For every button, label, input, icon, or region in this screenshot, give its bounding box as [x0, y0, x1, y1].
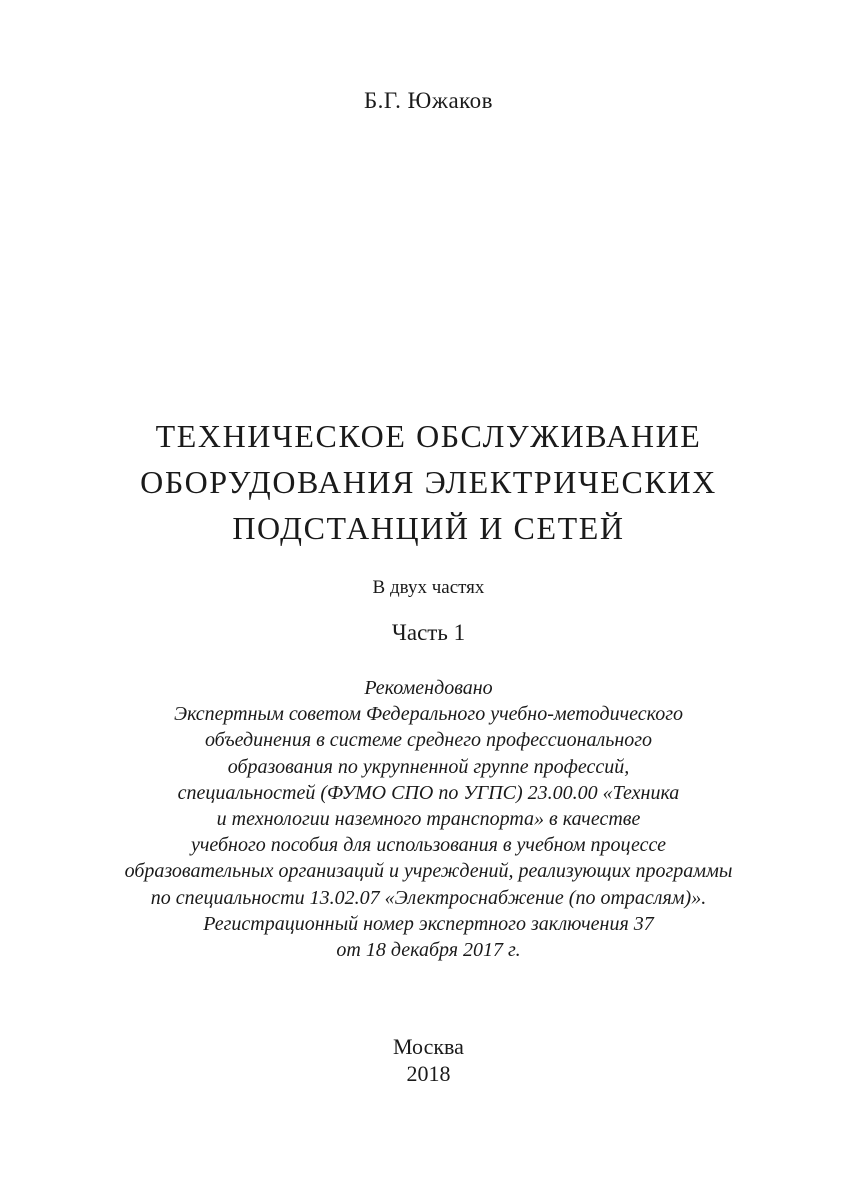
recommendation-line: образования по укрупненной группе профессий, — [227, 755, 630, 778]
publication-year: 2018 — [406, 1061, 451, 1086]
recommendation-line: специальностей (ФУМО СПО по УГПС) 23.00.00 «Техника — [177, 781, 680, 804]
recommendation-line: учебного пособия для использования в учебном процессе — [190, 834, 667, 857]
author-name: Б.Г. Южаков — [363, 88, 494, 113]
recommendation-block — [0, 675, 857, 963]
recommendation-line: Регистрационный номер экспертного заключения 37 — [203, 912, 654, 935]
title-line-3: ПОДСТАНЦИЙ И СЕТЕЙ — [232, 510, 625, 546]
recommendation-line: Рекомендовано — [364, 677, 493, 699]
book-title — [0, 413, 857, 551]
part-number: Часть 1 — [391, 620, 466, 645]
publication-city: Москва — [393, 1034, 464, 1059]
recommendation-line: объединения в системе среднего профессионального — [204, 729, 653, 752]
parts-note: В двух частях — [372, 577, 485, 598]
recommendation-line: от 18 декабря 2017 г. — [336, 939, 521, 962]
recommendation-line: и технологии наземного транспорта» в качестве — [216, 808, 641, 831]
title-line-2: ОБОРУДОВАНИЯ ЭЛЕКТРИЧЕСКИХ — [140, 464, 717, 500]
recommendation-line: по специальности 13.02.07 «Электроснабжение (по отраслям)». — [150, 886, 707, 909]
recommendation-line: Экспертным советом Федерального учебно-методического — [174, 703, 683, 726]
title-line-1: ТЕХНИЧЕСКОЕ ОБСЛУЖИВАНИЕ — [155, 418, 702, 454]
recommendation-line: образовательных организаций и учреждений, реализующих программы — [124, 860, 733, 883]
